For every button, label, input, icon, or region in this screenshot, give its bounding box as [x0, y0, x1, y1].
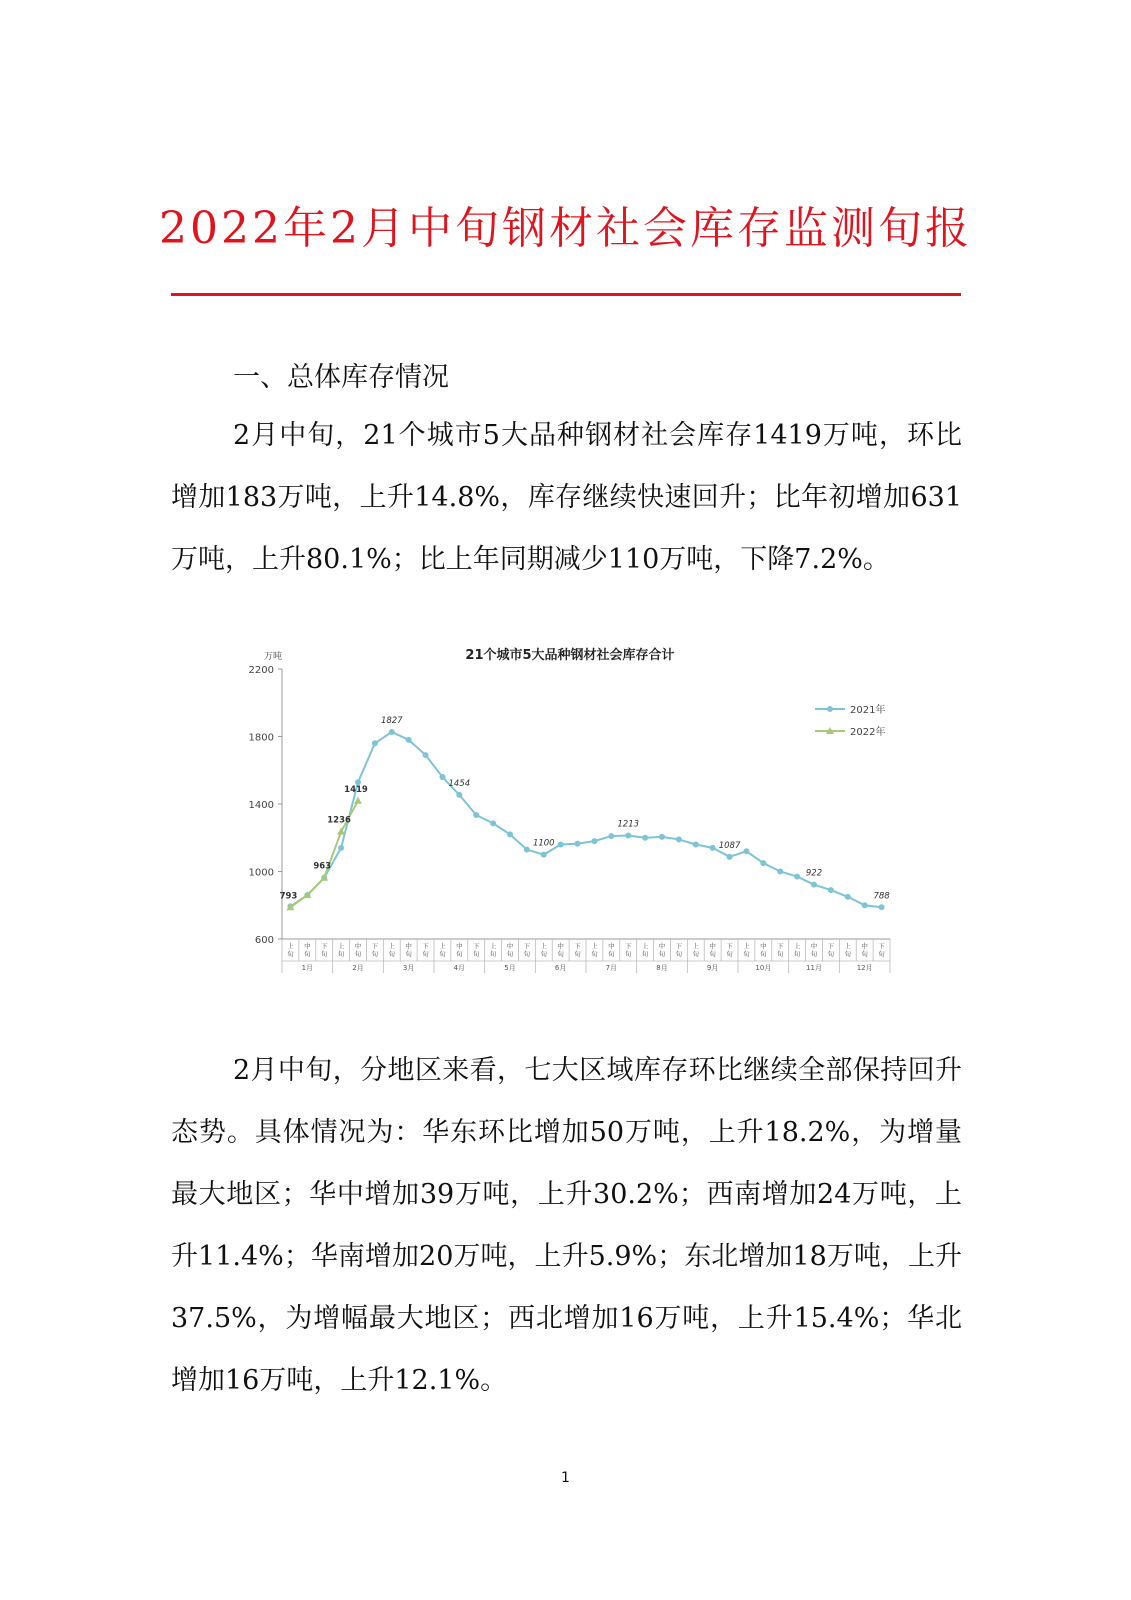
x-month-label-9: 9月: [706, 964, 719, 972]
x-period-label: 上: [337, 942, 345, 950]
x-period-label: 旬: [287, 950, 294, 958]
x-period-label: 旬: [405, 950, 412, 958]
chart-title: 21个城市5大品种钢材社会库存合计: [465, 648, 675, 663]
x-period-label: 中: [456, 942, 463, 950]
series-1-point: [575, 841, 581, 847]
x-month-label-10: 10月: [755, 964, 772, 972]
x-period-label: 上: [287, 942, 294, 950]
legend-label-2: 2022年: [850, 727, 886, 738]
x-period-label: 旬: [608, 950, 615, 958]
data-label-1236: 1236: [327, 815, 351, 826]
x-month-label-1: 1月: [301, 964, 314, 972]
series-1-point: [541, 852, 547, 858]
x-period-label: 中: [810, 942, 818, 950]
series-1-point: [811, 882, 817, 888]
x-period-label: 旬: [439, 950, 446, 958]
series-1-point: [777, 869, 783, 875]
x-period-label: 下: [371, 942, 379, 950]
x-period-label: 旬: [304, 950, 311, 958]
x-period-label: 下: [320, 942, 328, 950]
paragraph-total-inventory: 2月中旬，21个城市5大品种钢材社会库存1419万吨，环比增加183万吨，上升14.8%，库存继续快速回升；比年初增加631万吨，上升80.1%；比上年同期减少110万吨，下降7.2%。: [171, 420, 962, 575]
data-label-1454: 1454: [448, 778, 471, 789]
x-period-label: 旬: [472, 950, 480, 958]
series-1-point: [828, 887, 834, 893]
report-title: 2022年2月中旬钢材社会库存监测旬报: [159, 203, 972, 254]
x-period-label: 下: [726, 942, 733, 950]
series-1-point: [862, 902, 868, 908]
x-period-label: 旬: [793, 950, 801, 958]
x-period-label: 上: [641, 942, 649, 950]
series-1-point: [456, 792, 462, 798]
x-period-label: 中: [405, 942, 412, 950]
x-period-label: 上: [591, 942, 598, 950]
series-1-point: [659, 834, 665, 840]
x-period-label: 旬: [540, 950, 548, 958]
x-period-label: 旬: [574, 950, 581, 958]
series-1-point: [727, 854, 733, 860]
x-month-label-2: 2月: [352, 964, 364, 972]
x-period-label: 旬: [557, 950, 564, 958]
data-label-922: 922: [805, 868, 823, 879]
x-month-label-3: 3月: [402, 964, 415, 972]
x-period-label: 旬: [523, 950, 531, 958]
series-1-point: [591, 838, 597, 844]
series-1-point: [845, 894, 851, 900]
x-period-label: 旬: [658, 950, 666, 958]
series-1-point: [710, 845, 716, 851]
series-1-point: [693, 842, 699, 848]
legend-marker-1: [827, 706, 833, 712]
series-1-point: [524, 847, 530, 853]
data-label-1100: 1100: [532, 838, 555, 849]
legend-label-1: 2021年: [850, 705, 886, 716]
x-period-label: 下: [675, 942, 683, 950]
x-period-label: 中: [354, 942, 362, 950]
x-period-label: 中: [709, 942, 716, 950]
data-label-1213: 1213: [617, 819, 640, 830]
series-1-point: [743, 848, 749, 854]
x-period-label: 旬: [506, 950, 514, 958]
x-period-label: 旬: [861, 950, 868, 958]
series-1-point: [760, 860, 766, 866]
x-month-label-6: 6月: [554, 964, 567, 972]
x-month-label-11: 11月: [806, 964, 822, 972]
x-period-label: 旬: [776, 950, 784, 958]
data-label-1419: 1419: [344, 784, 368, 795]
series-1-point: [490, 820, 496, 826]
series-1-point: [608, 833, 614, 839]
x-period-label: 下: [827, 942, 835, 950]
x-month-label-4: 4月: [453, 964, 466, 972]
series-1-point: [558, 842, 564, 848]
data-label-793: 793: [279, 891, 298, 902]
x-period-label: 旬: [388, 950, 396, 958]
y-tick-label-600: 600: [254, 935, 274, 946]
series-2-point: [337, 828, 345, 835]
x-period-label: 下: [422, 942, 429, 950]
y-tick-label-1000: 1000: [248, 867, 274, 879]
x-period-label: 下: [574, 942, 581, 950]
series-1-point: [473, 812, 479, 818]
x-period-label: 下: [472, 942, 480, 950]
x-month-label-5: 5月: [504, 964, 516, 972]
x-period-label: 下: [624, 942, 632, 950]
x-period-label: 中: [557, 942, 564, 950]
x-period-label: 上: [844, 942, 852, 950]
x-period-label: 旬: [489, 950, 497, 958]
x-period-label: 下: [776, 942, 784, 950]
x-month-label-12: 12月: [856, 964, 873, 972]
series-line-1: [290, 732, 881, 907]
series-1-point: [389, 729, 395, 735]
series-1-point: [507, 831, 513, 837]
x-period-label: 旬: [810, 950, 818, 958]
x-period-label: 上: [743, 942, 750, 950]
series-1-point: [642, 835, 648, 841]
x-period-label: 上: [489, 942, 497, 950]
series-1-point: [439, 774, 445, 780]
section-heading: 一、总体库存情况: [233, 362, 449, 393]
x-period-label: 中: [760, 942, 767, 950]
inventory-line-chart: [230, 637, 910, 977]
series-1-point: [423, 752, 429, 758]
x-period-label: 中: [506, 942, 514, 950]
x-period-label: 上: [388, 942, 396, 950]
x-period-label: 旬: [371, 950, 379, 958]
series-2-point: [354, 797, 362, 804]
x-period-label: 上: [439, 942, 446, 950]
x-period-label: 旬: [844, 950, 852, 958]
data-label-1827: 1827: [380, 715, 403, 726]
y-tick-label-1800: 1800: [248, 732, 274, 744]
series-1-point: [676, 836, 682, 842]
series-1-point: [794, 874, 800, 880]
series-1-point: [879, 904, 885, 910]
x-period-label: 旬: [743, 950, 750, 958]
x-period-label: 旬: [624, 950, 632, 958]
series-1-point: [338, 845, 344, 851]
x-period-label: 中: [608, 942, 615, 950]
x-period-label: 上: [540, 942, 548, 950]
x-period-label: 旬: [827, 950, 835, 958]
x-period-label: 上: [692, 942, 700, 950]
x-period-label: 下: [523, 942, 531, 950]
x-period-label: 旬: [456, 950, 463, 958]
data-label-963: 963: [313, 861, 332, 872]
x-period-label: 中: [304, 942, 311, 950]
x-period-label: 旬: [709, 950, 716, 958]
series-1-point: [625, 833, 631, 839]
y-axis-unit: 万吨: [264, 652, 283, 662]
y-tick-label-2200: 2200: [248, 665, 274, 676]
x-period-label: 旬: [422, 950, 429, 958]
x-period-label: 旬: [726, 950, 733, 958]
data-label-788: 788: [873, 891, 890, 902]
x-period-label: 旬: [320, 950, 328, 958]
x-period-label: 旬: [591, 950, 598, 958]
y-tick-label-1400: 1400: [248, 800, 274, 811]
x-period-label: 中: [658, 942, 666, 950]
x-period-label: 旬: [878, 950, 885, 958]
x-period-label: 旬: [760, 950, 767, 958]
x-period-label: 中: [861, 942, 868, 950]
paragraph-regional-inventory: 2月中旬，分地区来看，七大区域库存环比继续全部保持回升态势。具体情况为：华东环比增加50万吨，上升18.2%，为增量最大地区；华中增加39万吨，上升30.2%；西南增加24万吨，上升11.4%；华南增加20万吨，上升5.9%；东北增加18万吨，上升37.5%，为增幅最大地区；西北增加16万吨，上升15.4%；华北增加16万吨，上升12.1%。: [171, 1055, 962, 1396]
x-period-label: 上: [793, 942, 801, 950]
series-1-point: [406, 737, 412, 743]
x-month-label-7: 7月: [605, 964, 618, 972]
series-1-point: [372, 740, 378, 746]
x-period-label: 旬: [692, 950, 700, 958]
data-label-1087: 1087: [718, 840, 741, 851]
x-period-label: 旬: [641, 950, 649, 958]
page-number: 1: [561, 1470, 570, 1486]
x-month-label-8: 8月: [656, 964, 668, 972]
x-period-label: 旬: [337, 950, 345, 958]
x-period-label: 下: [878, 942, 885, 950]
x-period-label: 旬: [354, 950, 362, 958]
x-period-label: 旬: [675, 950, 683, 958]
title-divider: [171, 293, 961, 296]
